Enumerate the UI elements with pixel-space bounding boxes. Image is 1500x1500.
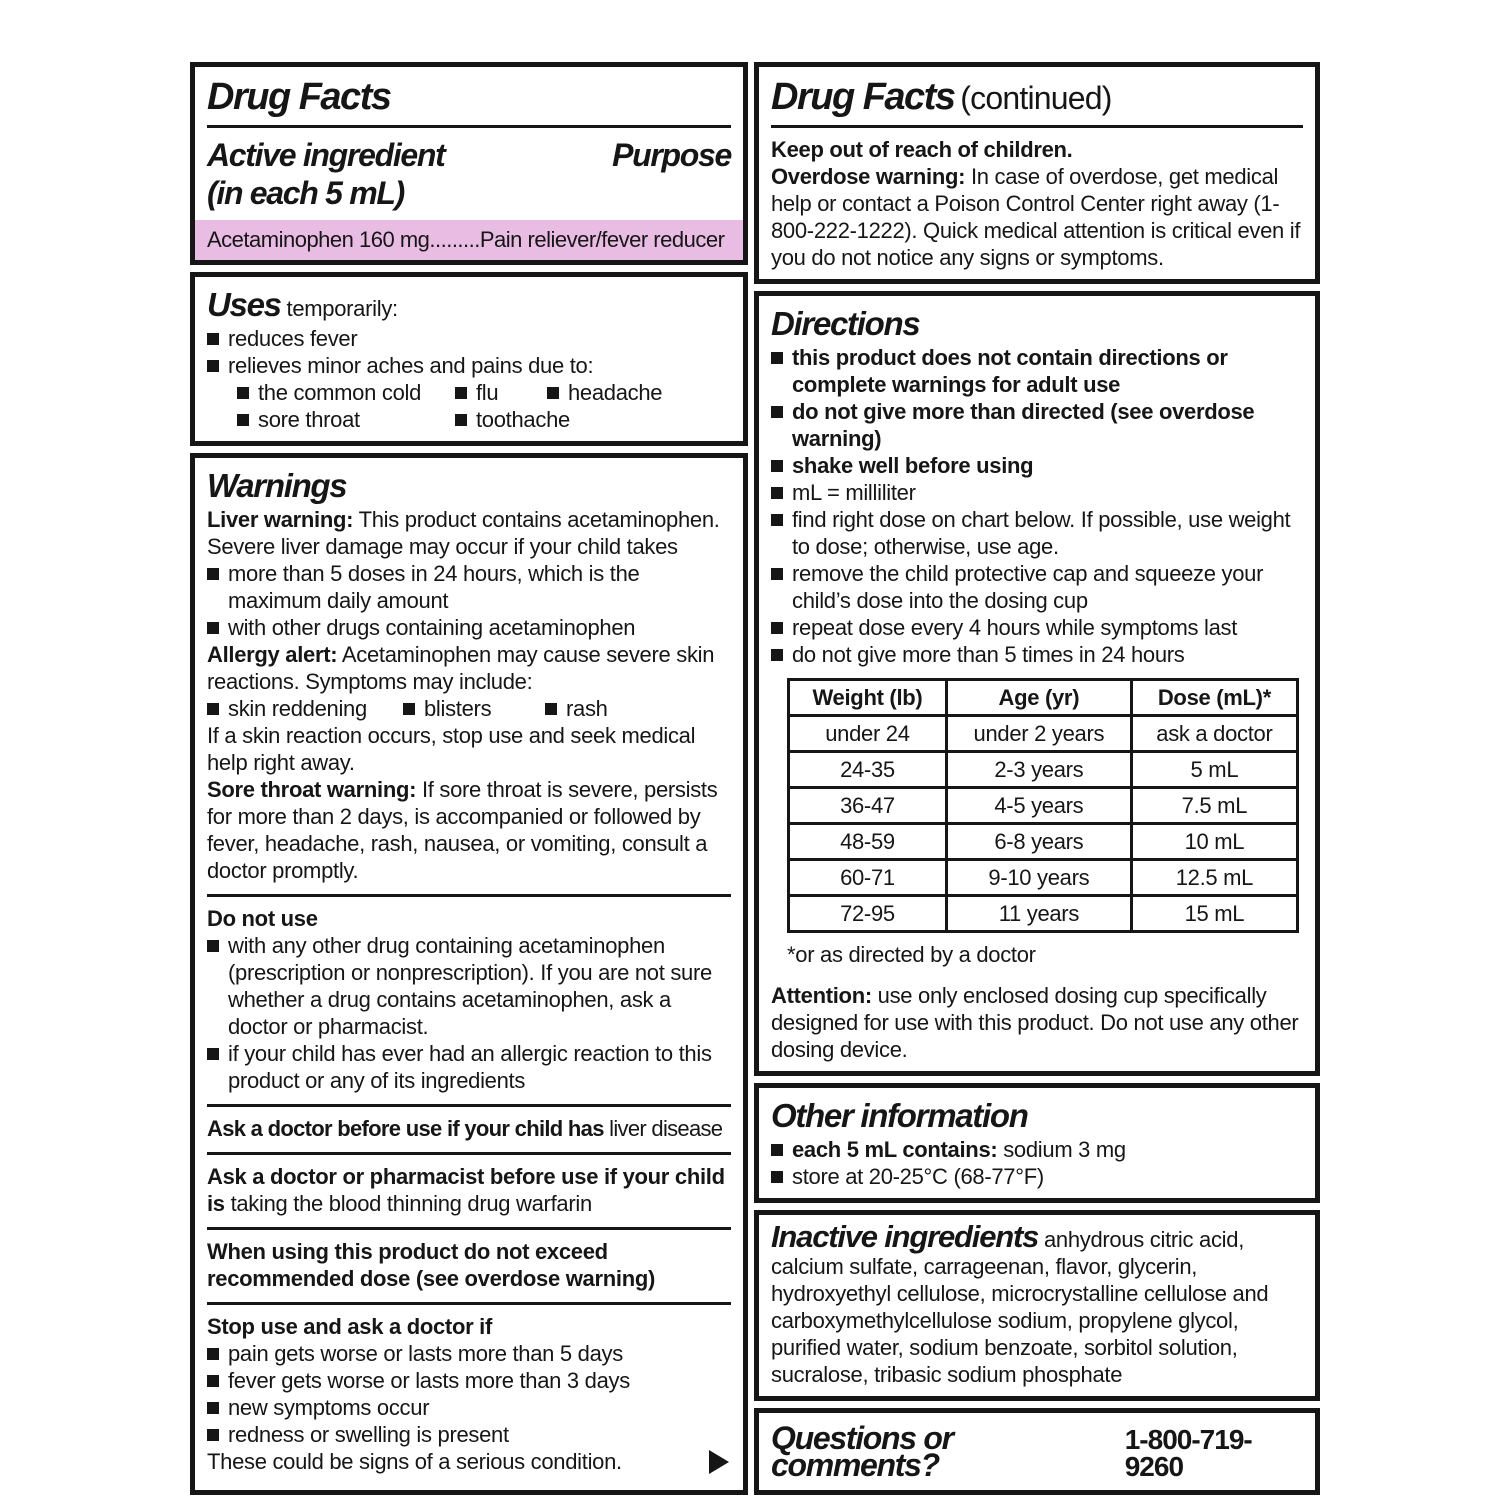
square-bullet-icon <box>207 568 219 580</box>
uses-heading: Uses <box>207 286 281 323</box>
active-ingredient-subheading: (in each 5 mL) <box>207 175 404 211</box>
uses-intro: temporarily: <box>286 296 398 321</box>
allergy-alert-paragraph: Allergy alert: Acetaminophen may cause severe skin reactions. Symptoms may include: <box>207 642 715 694</box>
sore-throat-warning-paragraph: Sore throat warning: If sore throat is severe, persists for more than 2 days, is accompanied or followed by fever, headache, rash, nausea, or vomiting, consult a doctor promptly. <box>207 777 718 883</box>
section-header-active-ingredient <box>190 62 748 265</box>
square-bullet-icon <box>771 622 783 634</box>
directions-bullet: mL = milliliter <box>771 479 1303 506</box>
uses-sub-bullets-row2: sore throat toothache <box>237 406 731 433</box>
subsection-when-using: When using this product do not exceed recommended dose (see overdose warning) <box>207 1227 731 1292</box>
subsection-ask-doctor-pharmacist: Ask a doctor or pharmacist before use if your child is taking the blood thinning drug warfarin <box>207 1152 731 1217</box>
do-not-use-heading: Do not use <box>207 906 318 931</box>
section-questions <box>754 1408 1320 1495</box>
square-bullet-icon <box>547 387 559 399</box>
stop-use-bullet: fever gets worse or lasts more than 3 days <box>207 1367 731 1394</box>
dose-table-row: 36-47 4-5 years 7.5 mL <box>789 788 1298 824</box>
section-warnings <box>190 453 748 1495</box>
square-bullet-icon <box>207 360 219 372</box>
uses-heading-row <box>207 285 731 325</box>
square-bullet-icon <box>545 703 557 715</box>
square-bullet-icon <box>207 703 219 715</box>
dose-table-row: 72-95 11 years 15 mL <box>789 896 1298 932</box>
allergy-symptoms-row: skin reddening blisters rash <box>207 695 731 722</box>
square-bullet-icon <box>207 622 219 634</box>
directions-heading: Directions <box>771 305 920 342</box>
square-bullet-icon <box>207 333 219 345</box>
active-ingredient-row <box>207 136 731 174</box>
stop-use-bullet: new symptoms occur <box>207 1394 731 1421</box>
other-info-bullet: each 5 mL contains: sodium 3 mg <box>771 1136 1303 1163</box>
uses-bullet: relieves minor aches and pains due to: <box>207 352 731 379</box>
directions-bullet: do not give more than directed (see overdose warning) <box>771 398 1303 452</box>
directions-bullet: do not give more than 5 times in 24 hours <box>771 641 1303 668</box>
drug-facts-continued-title: Drug Facts <box>771 76 955 118</box>
square-bullet-icon <box>207 1402 219 1414</box>
drug-facts-label <box>190 62 1320 1495</box>
continued-suffix: (continued) <box>960 80 1112 116</box>
left-panel <box>190 62 748 1495</box>
section-directions <box>754 291 1320 1076</box>
allergy-followup: If a skin reaction occurs, stop use and seek medical help right away. <box>207 723 696 775</box>
warnings-heading: Warnings <box>207 467 347 504</box>
square-bullet-icon <box>207 1048 219 1060</box>
section-inactive-ingredients <box>754 1210 1320 1401</box>
right-panel <box>754 62 1320 1495</box>
section-uses <box>190 272 748 446</box>
square-bullet-icon <box>771 487 783 499</box>
divider <box>207 125 731 128</box>
directions-bullet: this product does not contain directions or complete warnings for adult use <box>771 344 1303 398</box>
inactive-ingredients-paragraph: Inactive ingredients anhydrous citric acid, calcium sulfate, carrageenan, flavor, glycerin, hydroxyethyl cellulose, microcrystalline cellulose and carboxymethylcellulose sodium, propylene glycol, purified water, sodium benzoate, sorbitol solution, sucralose, tribasic sodium phosphate <box>771 1219 1269 1387</box>
other-information-heading: Other information <box>771 1097 1028 1134</box>
liver-warning-paragraph: Liver warning: This product contains acetaminophen. Severe liver damage may occur if your child takes <box>207 507 720 559</box>
continue-arrow-icon <box>709 1450 729 1474</box>
subsection-stop-use <box>207 1302 731 1475</box>
dose-table-row: 48-59 6-8 years 10 mL <box>789 824 1298 860</box>
do-not-use-bullet: if your child has ever had an allergic reaction to this product or any of its ingredients <box>207 1040 731 1094</box>
dose-table-row: 24-35 2-3 years 5 mL <box>789 752 1298 788</box>
active-ingredient-heading: Active ingredient <box>207 137 445 173</box>
other-info-bullet: store at 20-25°C (68-77°F) <box>771 1163 1303 1190</box>
square-bullet-icon <box>771 649 783 661</box>
subsection-ask-doctor: Ask a doctor before use if your child has liver disease <box>207 1104 731 1142</box>
section-other-information <box>754 1083 1320 1203</box>
directions-bullet: repeat dose every 4 hours while symptoms last <box>771 614 1303 641</box>
square-bullet-icon <box>771 568 783 580</box>
active-ingredient-value: Acetaminophen 160 mg.........Pain reliever/fever reducer <box>195 220 743 260</box>
do-not-use-bullet: with any other drug containing acetaminophen (prescription or nonprescription). If you are not sure whether a drug contains acetaminophen, ask a doctor or pharmacist. <box>207 932 731 1040</box>
dose-table-row: under 24 under 2 years ask a doctor <box>789 716 1298 752</box>
square-bullet-icon <box>237 387 249 399</box>
square-bullet-icon <box>771 1171 783 1183</box>
continued-title-row <box>771 75 1303 119</box>
square-bullet-icon <box>771 514 783 526</box>
questions-phone-number: 1-800-719-9260 <box>1124 1424 1252 1482</box>
square-bullet-icon <box>207 1429 219 1441</box>
square-bullet-icon <box>771 406 783 418</box>
purpose-heading: Purpose <box>612 137 731 173</box>
square-bullet-icon <box>207 940 219 952</box>
square-bullet-icon <box>207 1348 219 1360</box>
inactive-ingredients-heading: Inactive ingredients <box>771 1219 1039 1254</box>
square-bullet-icon <box>237 414 249 426</box>
square-bullet-icon <box>771 352 783 364</box>
dose-table-footnote: *or as directed by a doctor <box>787 942 1036 967</box>
stop-use-heading: Stop use and ask a doctor if <box>207 1314 492 1339</box>
questions-row <box>771 1421 1303 1482</box>
uses-sub-bullets-row1: the common cold flu headache <box>237 379 731 406</box>
divider <box>771 125 1303 128</box>
attention-paragraph: Attention: use only enclosed dosing cup specifically designed for use with this product. Do not use any other dosing device. <box>771 983 1299 1062</box>
directions-bullet: shake well before using <box>771 452 1303 479</box>
liver-warning-bullet: more than 5 doses in 24 hours, which is the maximum daily amount <box>207 560 731 614</box>
dose-table <box>787 678 1299 933</box>
square-bullet-icon <box>771 460 783 472</box>
stop-use-bullet: pain gets worse or lasts more than 5 days <box>207 1340 731 1367</box>
square-bullet-icon <box>403 703 415 715</box>
subsection-do-not-use <box>207 894 731 1094</box>
directions-bullet: remove the child protective cap and squeeze your child’s dose into the dosing cup <box>771 560 1303 614</box>
section-continued-header <box>754 62 1320 284</box>
questions-heading: Questions or comments? <box>771 1420 953 1483</box>
square-bullet-icon <box>455 414 467 426</box>
square-bullet-icon <box>455 387 467 399</box>
stop-use-footer: These could be signs of a serious condition. <box>207 1448 731 1475</box>
keep-out-of-reach: Keep out of reach of children. <box>771 137 1073 162</box>
dose-table-row: 60-71 9-10 years 12.5 mL <box>789 860 1298 896</box>
uses-bullet: reduces fever <box>207 325 731 352</box>
liver-warning-bullet: with other drugs containing acetaminophen <box>207 614 731 641</box>
stop-use-bullet: redness or swelling is present <box>207 1421 731 1448</box>
drug-facts-title: Drug Facts <box>207 76 391 118</box>
square-bullet-icon <box>771 1144 783 1156</box>
overdose-warning-paragraph: Overdose warning: In case of overdose, get medical help or contact a Poison Control Center right away (1-800-222-1222). Quick medical attention is critical even if you do not notice any signs or symptoms. <box>771 164 1301 270</box>
dose-table-header-row: Weight (lb) Age (yr) Dose (mL)* <box>789 680 1298 716</box>
directions-bullet: find right dose on chart below. If possible, use weight to dose; otherwise, use age. <box>771 506 1303 560</box>
square-bullet-icon <box>207 1375 219 1387</box>
